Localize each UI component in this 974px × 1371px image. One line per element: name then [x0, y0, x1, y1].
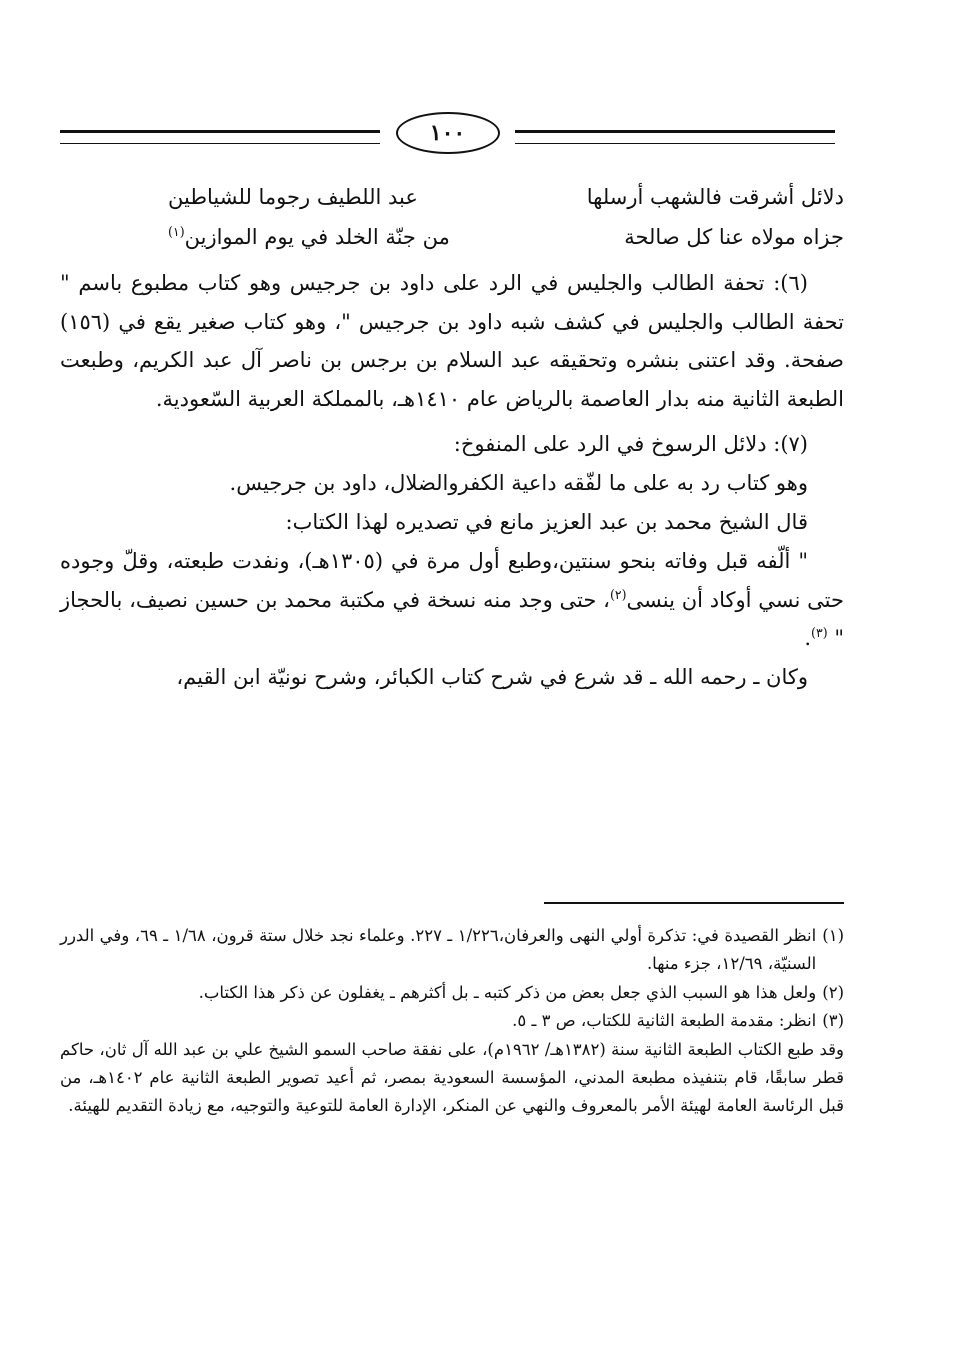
footnote-number: (٣) [822, 1011, 844, 1031]
poem-verse [60, 178, 844, 258]
verse-line [168, 178, 844, 218]
quote-text: " ألّفه قبل وفاته بنحو سنتين،وطبع أول مرة في (١٣٠٥هـ)، ونفدت طبعته، وقلّ وجوده حتى نسي أوكاد أن ينسى [60, 548, 844, 612]
header-rule-right [515, 130, 835, 144]
footnotes [60, 922, 844, 1121]
footnote-ref: (١) [168, 223, 185, 239]
footnote-item [60, 922, 844, 979]
verse-line [168, 218, 844, 258]
verse-hemistich-left [168, 218, 450, 258]
verse-hemistich-right: جزاه مولاه عنا كل صالحة [624, 224, 844, 249]
footnote-item [60, 1007, 844, 1035]
page-header [60, 108, 835, 154]
footnote-separator [544, 902, 844, 904]
verse-hemistich-left: عبد اللطيف رجوما للشياطين [168, 185, 418, 209]
footnote-text: انظر: مقدمة الطبعة الثانية للكتاب، ص ٣ ـ ٥. [512, 1011, 817, 1031]
paragraph-item-7-title: (٧): دلائل الرسوخ في الرد على المنفوخ: [453, 432, 808, 457]
footnote-ref: (٣) [811, 625, 828, 641]
quote-text: ، حتى وجد منه نسخة في مكتبة محمد بن حسين نصيف، بالحجاز " [60, 587, 844, 651]
quote-end: . [804, 626, 812, 651]
paragraph-quote-intro: قال الشيخ محمد بن عبد العزيز مانع في تصديره لهذا الكتاب: [285, 509, 808, 534]
verse-text: من جنّة الخلد في يوم الموازين [184, 224, 450, 249]
footnote-number: (١) [822, 926, 844, 945]
paragraph-item-7-desc: وهو كتاب رد به على ما لفّقه داعية الكفروالضلال، داود بن جرجيس. [229, 471, 808, 495]
page-number: ١٠٠ [396, 112, 500, 154]
footnote-ref: (٢) [609, 586, 627, 602]
footnote-text: انظر القصيدة في: تذكرة أولي النهى والعرفان،١/٢٢٦ ـ ٢٢٧. وعلماء نجد خلال ستة قرون، ١/٦٨ ـ ٦٩، وفي الدرر السنيّة، ١٢/٦٩، جزء منها. [60, 926, 817, 974]
verse-hemistich-right: دلائل أشرقت فالشهب أرسلها [586, 185, 844, 209]
footnote-number: (٢) [822, 982, 844, 1002]
main-text [60, 178, 844, 697]
paragraph-last: وكان ـ رحمه الله ـ قد شرع في شرح كتاب الكبائر، وشرح نونيّة ابن القيم، [176, 665, 808, 690]
header-rule-left [60, 130, 380, 144]
paragraph-quote [60, 542, 844, 659]
footnote-item [60, 979, 844, 1007]
footnote-continuation: وقد طبع الكتاب الطبعة الثانية سنة (١٣٨٢هـ/ ١٩٦٢م)، على نفقة صاحب السمو الشيخ علي بن عبد الله آل ثان، حاكم قطر سابقًا، قام بتنفيذه مطبعة المدني، المؤسسة السعودية بمصر، ثم أعيد تصوير الطبعة الثانية عام ١٤٠٢هـ، من قبل الرئاسة العامة لهيئة الأمر بالمعروف والنهي عن المنكر، الإدارة العامة للتوعية والتوجيه، مع زيادة التقديم للهيئة. [60, 1039, 845, 1116]
paragraph-item-6: (٦): تحفة الطالب والجليس في الرد على داود بن جرجيس وهو كتاب مطبوع باسم " تحفة الطالب والجليس في كشف شبه داود بن جرجيس "، وهو كتاب صغير يقع في (١٥٦) صفحة. وقد اعتنى بنشره وتحقيقه عبد السلام بن برجس بن ناصر آل عبد الكريم، وطبعت الطبعة الثانية منه بدار العاصمة بالرياض عام ١٤١٠هـ، بالمملكة العربية السّعودية. [60, 270, 844, 412]
footnote-text: ولعل هذا هو السبب الذي جعل بعض من ذكر كتبه ـ بل أكثرهم ـ يغفلون عن ذكر هذا الكتاب. [198, 982, 817, 1002]
